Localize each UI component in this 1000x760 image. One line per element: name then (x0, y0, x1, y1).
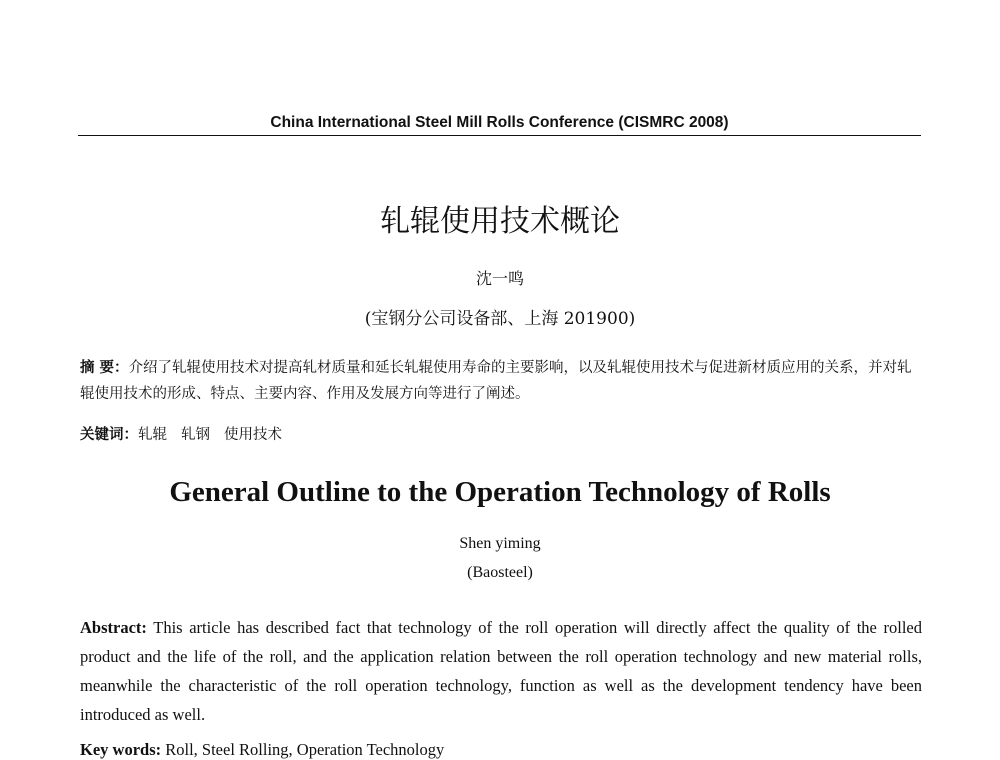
chinese-keyword: 轧辊 (138, 427, 167, 443)
english-keywords-label: Key words: (80, 740, 162, 759)
chinese-abstract-text: 介绍了轧辊使用技术对提高轧材质量和延长轧辊使用寿命的主要影响，以及轧辊使用技术与促进新材质应用的关系，并对轧辊使用技术的形成、特点、主要内容、作用及发展方向等进行了阐述。 (80, 360, 912, 402)
chinese-author: 沈一鸣 (475, 269, 524, 288)
chinese-affiliation: (宝钢分公司设备部、上海 201900) (364, 309, 636, 329)
chinese-abstract (80, 355, 922, 407)
english-abstract (80, 613, 922, 729)
chinese-title: 轧辊使用技术概论 (380, 204, 620, 239)
english-abstract-text: This article has described fact that technology of the roll operation will directly affect the quality of the rolled product and the life of the roll, and the application relation between the roll operation technology and new material rolls, meanwhile the characteristic of the roll operation technology, function as well as the development tendency have been introduced as well. (80, 618, 923, 724)
english-title: General Outline to the Operation Technology of Rolls (169, 476, 831, 508)
english-affiliation: (Baosteel) (467, 564, 533, 581)
chinese-keyword: 轧钢 (181, 427, 210, 443)
chinese-keywords (80, 424, 922, 446)
running-header: China International Steel Mill Rolls Conference (CISMRC 2008) (270, 114, 729, 131)
english-abstract-label: Abstract: (80, 618, 147, 637)
header-rule (78, 135, 921, 136)
english-author: Shen yiming (459, 535, 541, 552)
chinese-abstract-label: 摘 要： (80, 359, 129, 376)
chinese-keyword: 使用技术 (224, 427, 282, 443)
english-keywords (80, 740, 922, 760)
english-keywords-text: Roll, Steel Rolling, Operation Technology (165, 740, 445, 759)
chinese-keywords-label: 关键词： (80, 426, 138, 443)
